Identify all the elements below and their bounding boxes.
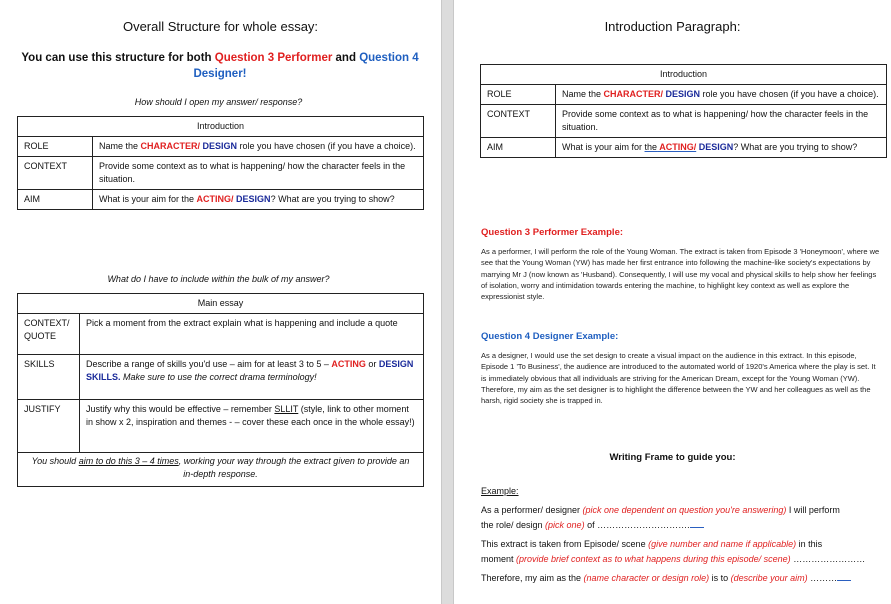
context-text: Provide some context as to what is happening/ how the character feels in the situation. (93, 157, 424, 190)
justify-label: JUSTIFY (18, 400, 80, 453)
role-text: Name the CHARACTER/ DESIGN role you have chosen (if you have a choice). (93, 137, 424, 157)
intro-table-right (480, 64, 887, 158)
main-table-footer: You should aim to do this 3 – 4 times, working your way through the extract given to provide an in-depth response. (18, 453, 424, 487)
intro-paragraph-title: Introduction Paragraph: (604, 19, 741, 34)
writing-frame-title: Writing Frame to guide you: (609, 452, 736, 463)
aim-label-right: AIM (481, 138, 556, 158)
q3-example-heading: Question 3 Performer Example: (481, 227, 624, 238)
intro-table-header: Introduction (18, 117, 424, 137)
blank-rule (837, 572, 851, 581)
page-left (0, 0, 441, 604)
intro-table-right-header: Introduction (481, 65, 887, 85)
q4-example-heading: Question 4 Designer Example: (481, 331, 619, 342)
page-right (454, 0, 891, 604)
context-label-right: CONTEXT (481, 105, 556, 138)
blank-rule (690, 519, 704, 528)
question-opening: How should I open my answer/ response? (134, 97, 303, 107)
context-quote-label: CONTEXT/ QUOTE (18, 314, 80, 355)
context-quote-text: Pick a moment from the extract explain what is happening and include a quote (80, 314, 424, 355)
justify-text: Justify why this would be effective – remember SLLIT (style, link to other moment in show x 2, inspiration and themes - – cover these each once in the whole essay!) (80, 400, 424, 453)
context-label: CONTEXT (18, 157, 93, 190)
skills-label: SKILLS (18, 355, 80, 400)
page-title: Overall Structure for whole essay: (122, 19, 319, 34)
context-text-right: Provide some context as to what is happening/ how the character feels in the situation. (556, 105, 887, 138)
skills-text: Describe a range of skills you'd use – aim for at least 3 to 5 – ACTING or DESIGN SKILLS. Make sure to use the correct drama terminology! (80, 355, 424, 400)
q4-example-body: As a designer, I would use the set design to create a visual impact on the audience in this extract. In this episode, Episode 1 'To Business', the audience are introduced to the automated world of 1920's America where the play is set. It is immediately obvious that all individuals are striving for the American Dream, except for the Young Woman (YW). Therefore, my aim as the set designer is to highlight the difference between the YW and her colleagues as well as the harsh, rigid society she is trapped in. (481, 351, 876, 406)
q3-example-body: As a performer, I will perform the role of the Young Woman. The extract is taken from Episode 3 'Honeymoon', where we see that the Young Woman (YW) has made her first entrance into following the machine-like society's expectations by marrying Mr J (now known as 'Husband). Consequently, I will use my vocal and physical skills to help show her feelings of isolation, worry and intimidation towards entering the machine, to highlight key context as well as explore the expressionist style. (481, 247, 880, 302)
aim-text-right: What is your aim for the ACTING/ DESIGN? What are you trying to show? (556, 138, 887, 158)
role-text-right: Name the CHARACTER/ DESIGN role you have chosen (if you have a choice). (556, 85, 887, 105)
main-table-header: Main essay (18, 294, 424, 314)
frame-line-1: As a performer/ designer (pick one dependent on question you're answering) I will perform the role/ design (pick one) of …………………………. (481, 505, 840, 530)
frame-line-2: This extract is taken from Episode/ scene (give number and name if applicable) in this moment (provide brief context as to what happens during this episode/ scene) …………………… (481, 539, 866, 564)
example-label: Example: (481, 486, 519, 496)
question-bulk: What do I have to include within the bulk of my answer? (107, 274, 330, 284)
main-essay-table (17, 293, 424, 487)
page-subtitle: You can use this structure for both Question 3 Performer and Question 4 Designer! (21, 52, 419, 80)
page-gutter (441, 0, 454, 604)
intro-table (17, 116, 424, 210)
role-label: ROLE (18, 137, 93, 157)
aim-label: AIM (18, 190, 93, 210)
aim-text: What is your aim for the ACTING/ DESIGN? What are you trying to show? (93, 190, 424, 210)
frame-line-3: Therefore, my aim as the (name character or design role) is to (describe your aim) ……… (481, 571, 886, 586)
role-label-right: ROLE (481, 85, 556, 105)
